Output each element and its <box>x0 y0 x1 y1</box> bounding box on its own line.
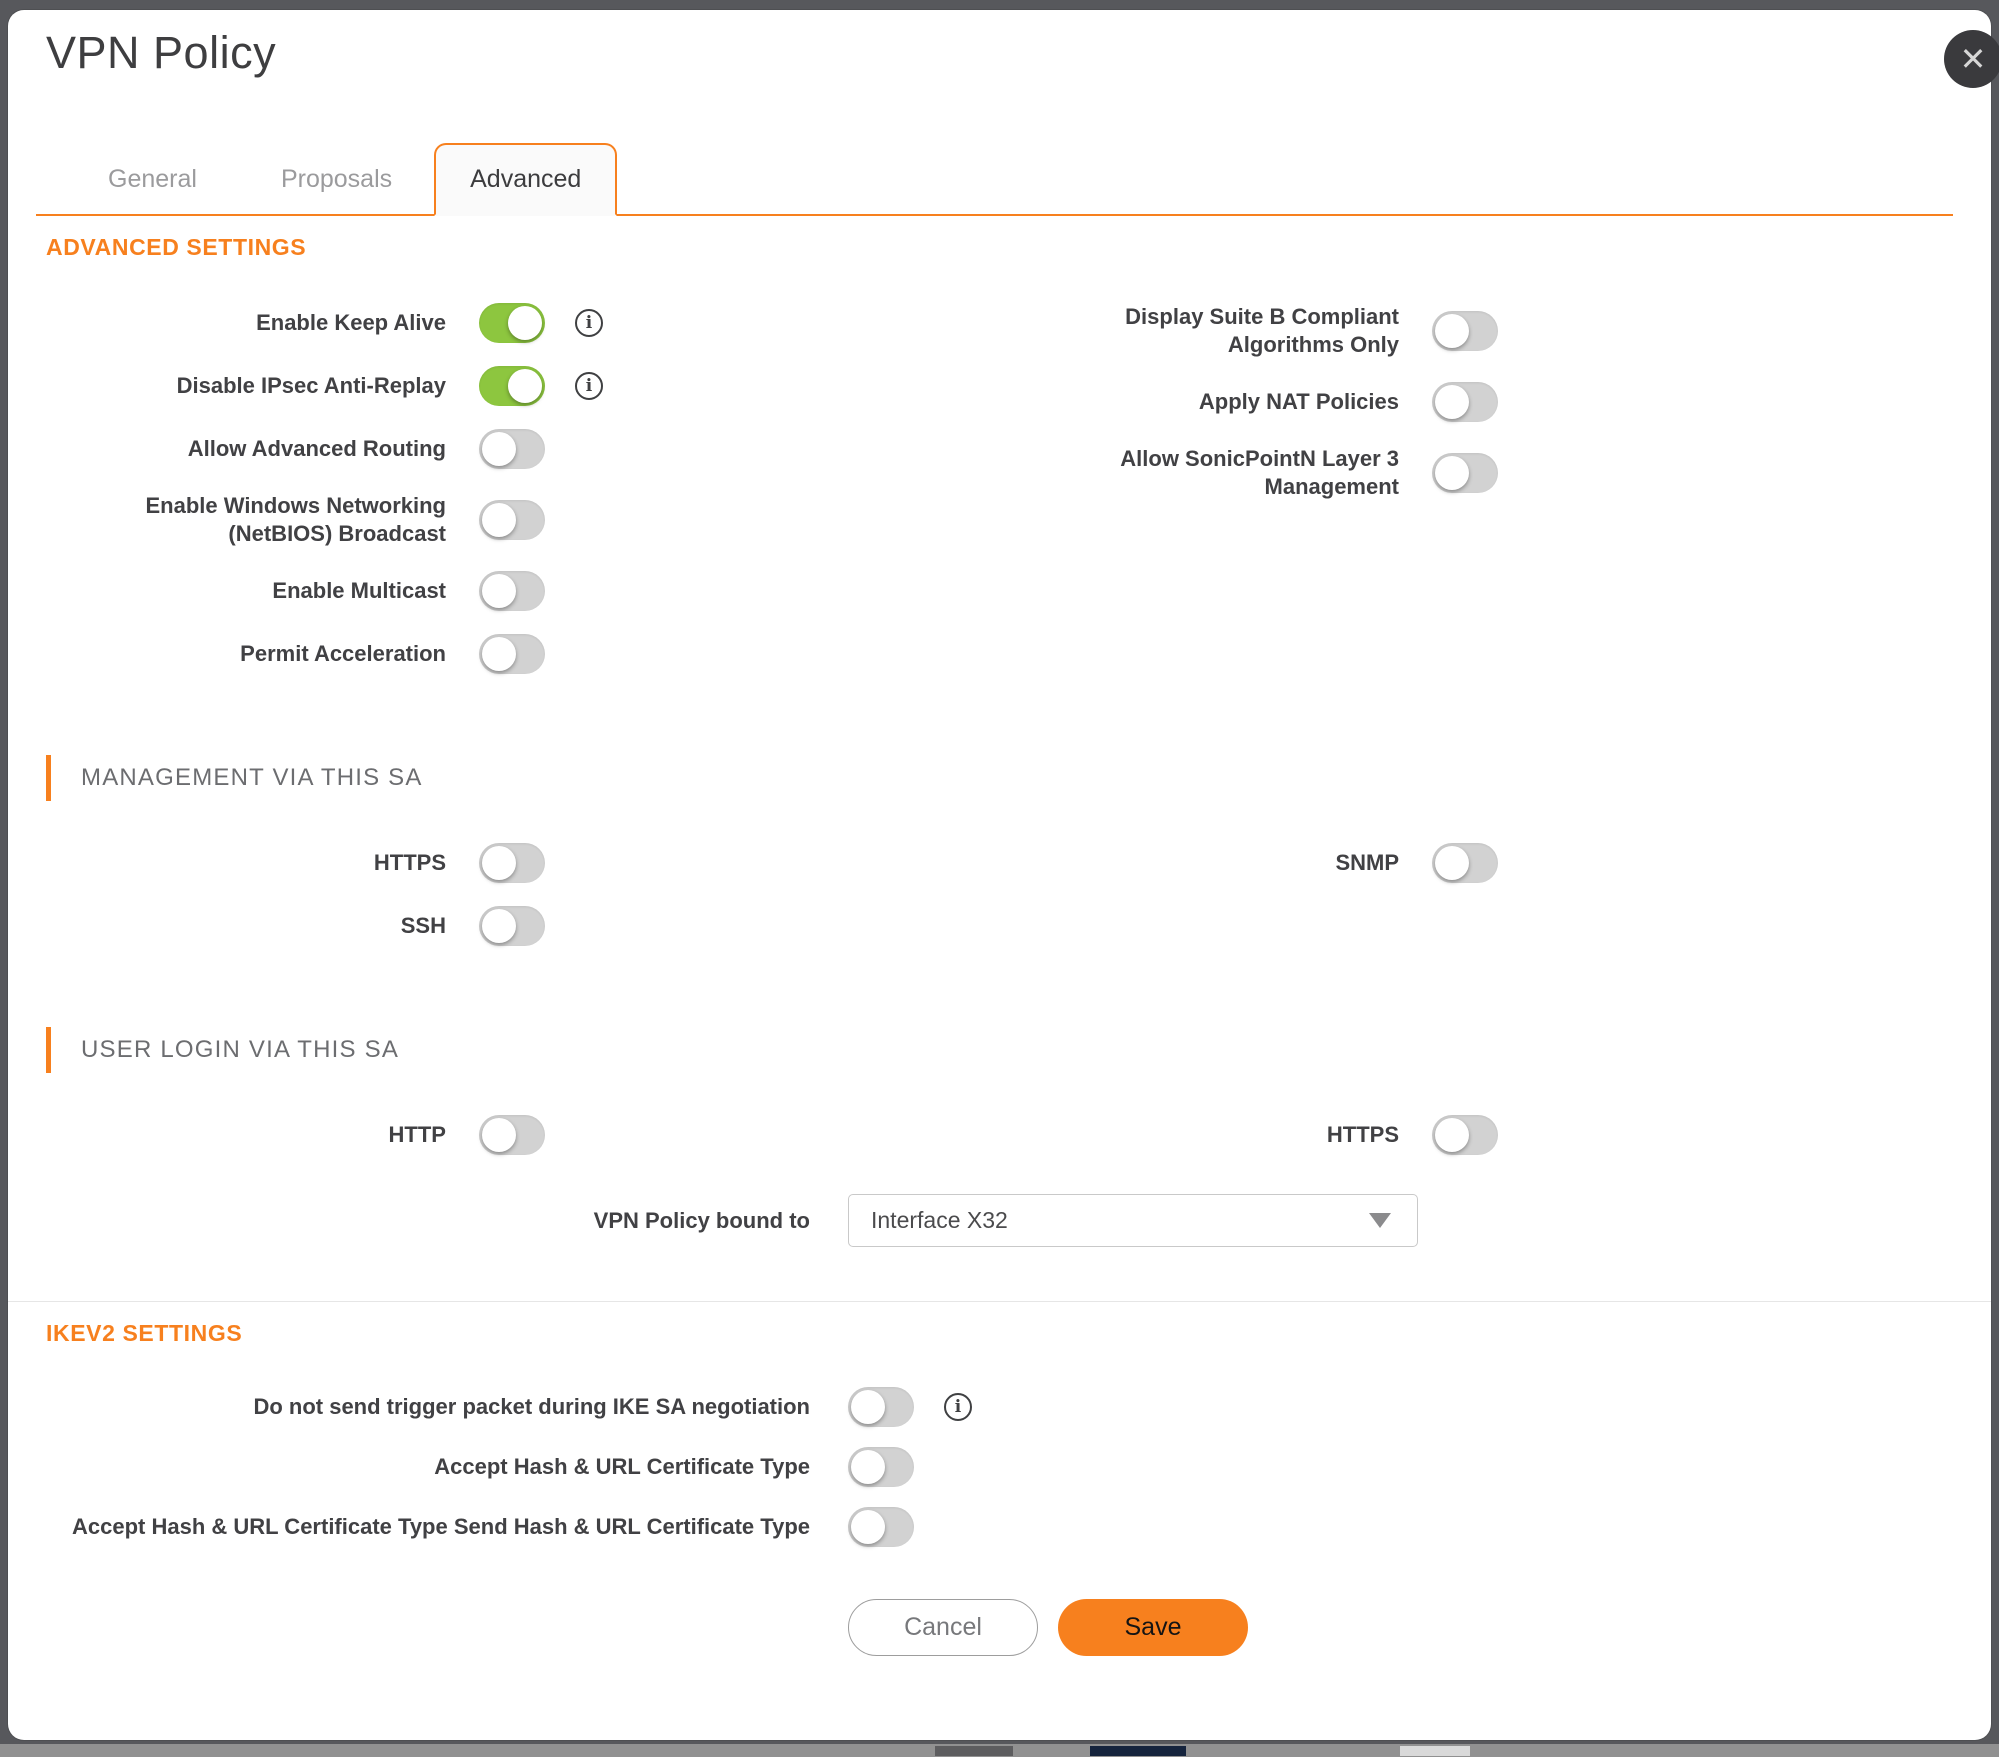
toggle-disable-ipsec-anti-replay[interactable] <box>479 366 545 406</box>
toggle-knob <box>1435 456 1469 490</box>
user-login-left-column <box>46 1115 999 1178</box>
save-button[interactable]: Save <box>1058 1599 1248 1656</box>
toggle-knob <box>851 1390 885 1424</box>
toggle-enable-multicast[interactable] <box>479 571 545 611</box>
info-icon[interactable] <box>944 1393 972 1421</box>
section-accent-bar <box>46 1027 51 1073</box>
setting-label: HTTPS <box>373 850 446 876</box>
toggle-knob <box>482 846 516 880</box>
setting-label: Display Suite B Compliant Algorithms Only <box>1125 304 1399 358</box>
setting-row <box>46 429 999 469</box>
user-login-right-column <box>999 1115 1953 1178</box>
management-right-column <box>999 843 1953 969</box>
dialog-footer <box>848 1599 1953 1656</box>
section-title: MANAGEMENT VIA THIS SA <box>81 764 423 792</box>
setting-row <box>999 382 1953 422</box>
background-fragment <box>1090 1746 1186 1756</box>
selected-interface-value: Interface X32 <box>871 1207 1008 1234</box>
chevron-down-icon <box>1369 1213 1391 1228</box>
toggle-accept-hash-url-certificate-type[interactable] <box>848 1447 914 1487</box>
info-icon[interactable] <box>575 309 603 337</box>
setting-row <box>46 843 999 883</box>
tab-proposals[interactable]: Proposals <box>280 165 393 193</box>
toggle-knob <box>851 1510 885 1544</box>
section-divider <box>8 1301 1991 1302</box>
toggle-enable-keep-alive[interactable] <box>479 303 545 343</box>
tab-bar <box>36 139 1953 216</box>
setting-row <box>46 1507 1953 1547</box>
close-icon: ✕ <box>1959 41 1987 77</box>
toggle-management-https[interactable] <box>479 843 545 883</box>
background-fragment <box>935 1746 1013 1756</box>
setting-row <box>46 1115 999 1155</box>
ikev2-settings-heading: IKEV2 SETTINGS <box>46 1320 243 1347</box>
setting-row <box>999 445 1953 501</box>
setting-label: Enable Keep Alive <box>256 309 446 335</box>
background-page-content <box>0 1744 1999 1757</box>
toggle-apply-nat-policies[interactable] <box>1432 382 1498 422</box>
advanced-settings-grid <box>46 303 1953 697</box>
setting-row <box>999 1115 1953 1155</box>
setting-row <box>46 1387 1953 1427</box>
setting-row <box>999 843 1953 883</box>
toggle-user-login-https[interactable] <box>1432 1115 1498 1155</box>
setting-label: HTTP <box>388 1122 446 1148</box>
setting-row <box>46 1447 1953 1487</box>
toggle-user-login-http[interactable] <box>479 1115 545 1155</box>
toggle-enable-windows-networking-netbios-broadcast[interactable] <box>479 500 545 540</box>
setting-label: Accept Hash & URL Certificate Type <box>434 1454 810 1480</box>
setting-label: Allow SonicPointN Layer 3 Management <box>1120 446 1399 500</box>
toggle-accept-and-send-hash-url-certificate-type[interactable] <box>848 1507 914 1547</box>
toggle-knob <box>482 637 516 671</box>
toggle-knob <box>1435 314 1469 348</box>
vpn-policy-bound-to-label: VPN Policy bound to <box>593 1207 810 1233</box>
setting-row <box>46 906 999 946</box>
toggle-knob <box>482 432 516 466</box>
setting-label: Enable Windows Networking (NetBIOS) Broadcast <box>145 493 446 547</box>
vpn-policy-bound-to-select[interactable] <box>848 1194 1418 1247</box>
setting-row <box>999 303 1953 359</box>
toggle-knob <box>1435 385 1469 419</box>
setting-row <box>46 571 999 611</box>
management-via-this-sa-heading <box>46 755 1953 801</box>
setting-label: Do not send trigger packet during IKE SA negotiation <box>253 1394 810 1420</box>
toggle-management-ssh[interactable] <box>479 906 545 946</box>
setting-row <box>46 303 999 343</box>
background-fragment <box>1400 1746 1470 1756</box>
setting-label: Enable Multicast <box>272 578 446 604</box>
toggle-allow-advanced-routing[interactable] <box>479 429 545 469</box>
page-title: VPN Policy <box>46 27 277 78</box>
user-login-grid <box>46 1115 1953 1178</box>
setting-row <box>46 634 999 674</box>
setting-row <box>46 492 999 548</box>
setting-label: SSH <box>400 913 446 939</box>
cancel-button[interactable]: Cancel <box>848 1599 1038 1656</box>
section-accent-bar <box>46 755 51 801</box>
setting-label: Allow Advanced Routing <box>187 435 446 461</box>
toggle-knob <box>1435 1118 1469 1152</box>
toggle-display-suite-b-compliant-algorithms-only[interactable] <box>1432 311 1498 351</box>
ikev2-rows <box>46 1387 1953 1547</box>
setting-label: Apply NAT Policies <box>1198 389 1399 415</box>
toggle-knob <box>851 1450 885 1484</box>
user-login-via-this-sa-heading <box>46 1027 1953 1073</box>
vpn-policy-bound-to-row <box>46 1194 1953 1247</box>
setting-row <box>46 366 999 406</box>
setting-label: SNMP <box>1335 850 1399 876</box>
close-button[interactable] <box>1944 30 1999 88</box>
toggle-knob <box>508 369 542 403</box>
management-grid <box>46 843 1953 969</box>
tab-advanced[interactable]: Advanced <box>434 143 617 216</box>
section-title: USER LOGIN VIA THIS SA <box>81 1036 400 1064</box>
toggle-knob <box>482 574 516 608</box>
advanced-settings-heading: ADVANCED SETTINGS <box>46 234 307 260</box>
vpn-policy-dialog <box>8 10 1991 1740</box>
management-left-column <box>46 843 999 969</box>
toggle-knob <box>482 909 516 943</box>
toggle-knob <box>1435 846 1469 880</box>
setting-label: Disable IPsec Anti-Replay <box>176 372 446 398</box>
toggle-management-snmp[interactable] <box>1432 843 1498 883</box>
toggle-knob <box>482 1118 516 1152</box>
advanced-left-column <box>46 303 999 697</box>
info-icon[interactable] <box>575 372 603 400</box>
tab-general[interactable]: General <box>108 165 197 193</box>
setting-label: Permit Acceleration <box>240 641 446 667</box>
setting-label: HTTPS <box>1326 1122 1399 1148</box>
setting-label: Accept Hash & URL Certificate Type Send Hash & URL Certificate Type <box>72 1514 810 1540</box>
toggle-knob <box>508 306 542 340</box>
toggle-permit-acceleration[interactable] <box>479 634 545 674</box>
advanced-right-column <box>999 303 1953 697</box>
toggle-do-not-send-trigger-packet[interactable] <box>848 1387 914 1427</box>
toggle-knob <box>482 503 516 537</box>
toggle-allow-sonicpointn-layer-3-management[interactable] <box>1432 453 1498 493</box>
